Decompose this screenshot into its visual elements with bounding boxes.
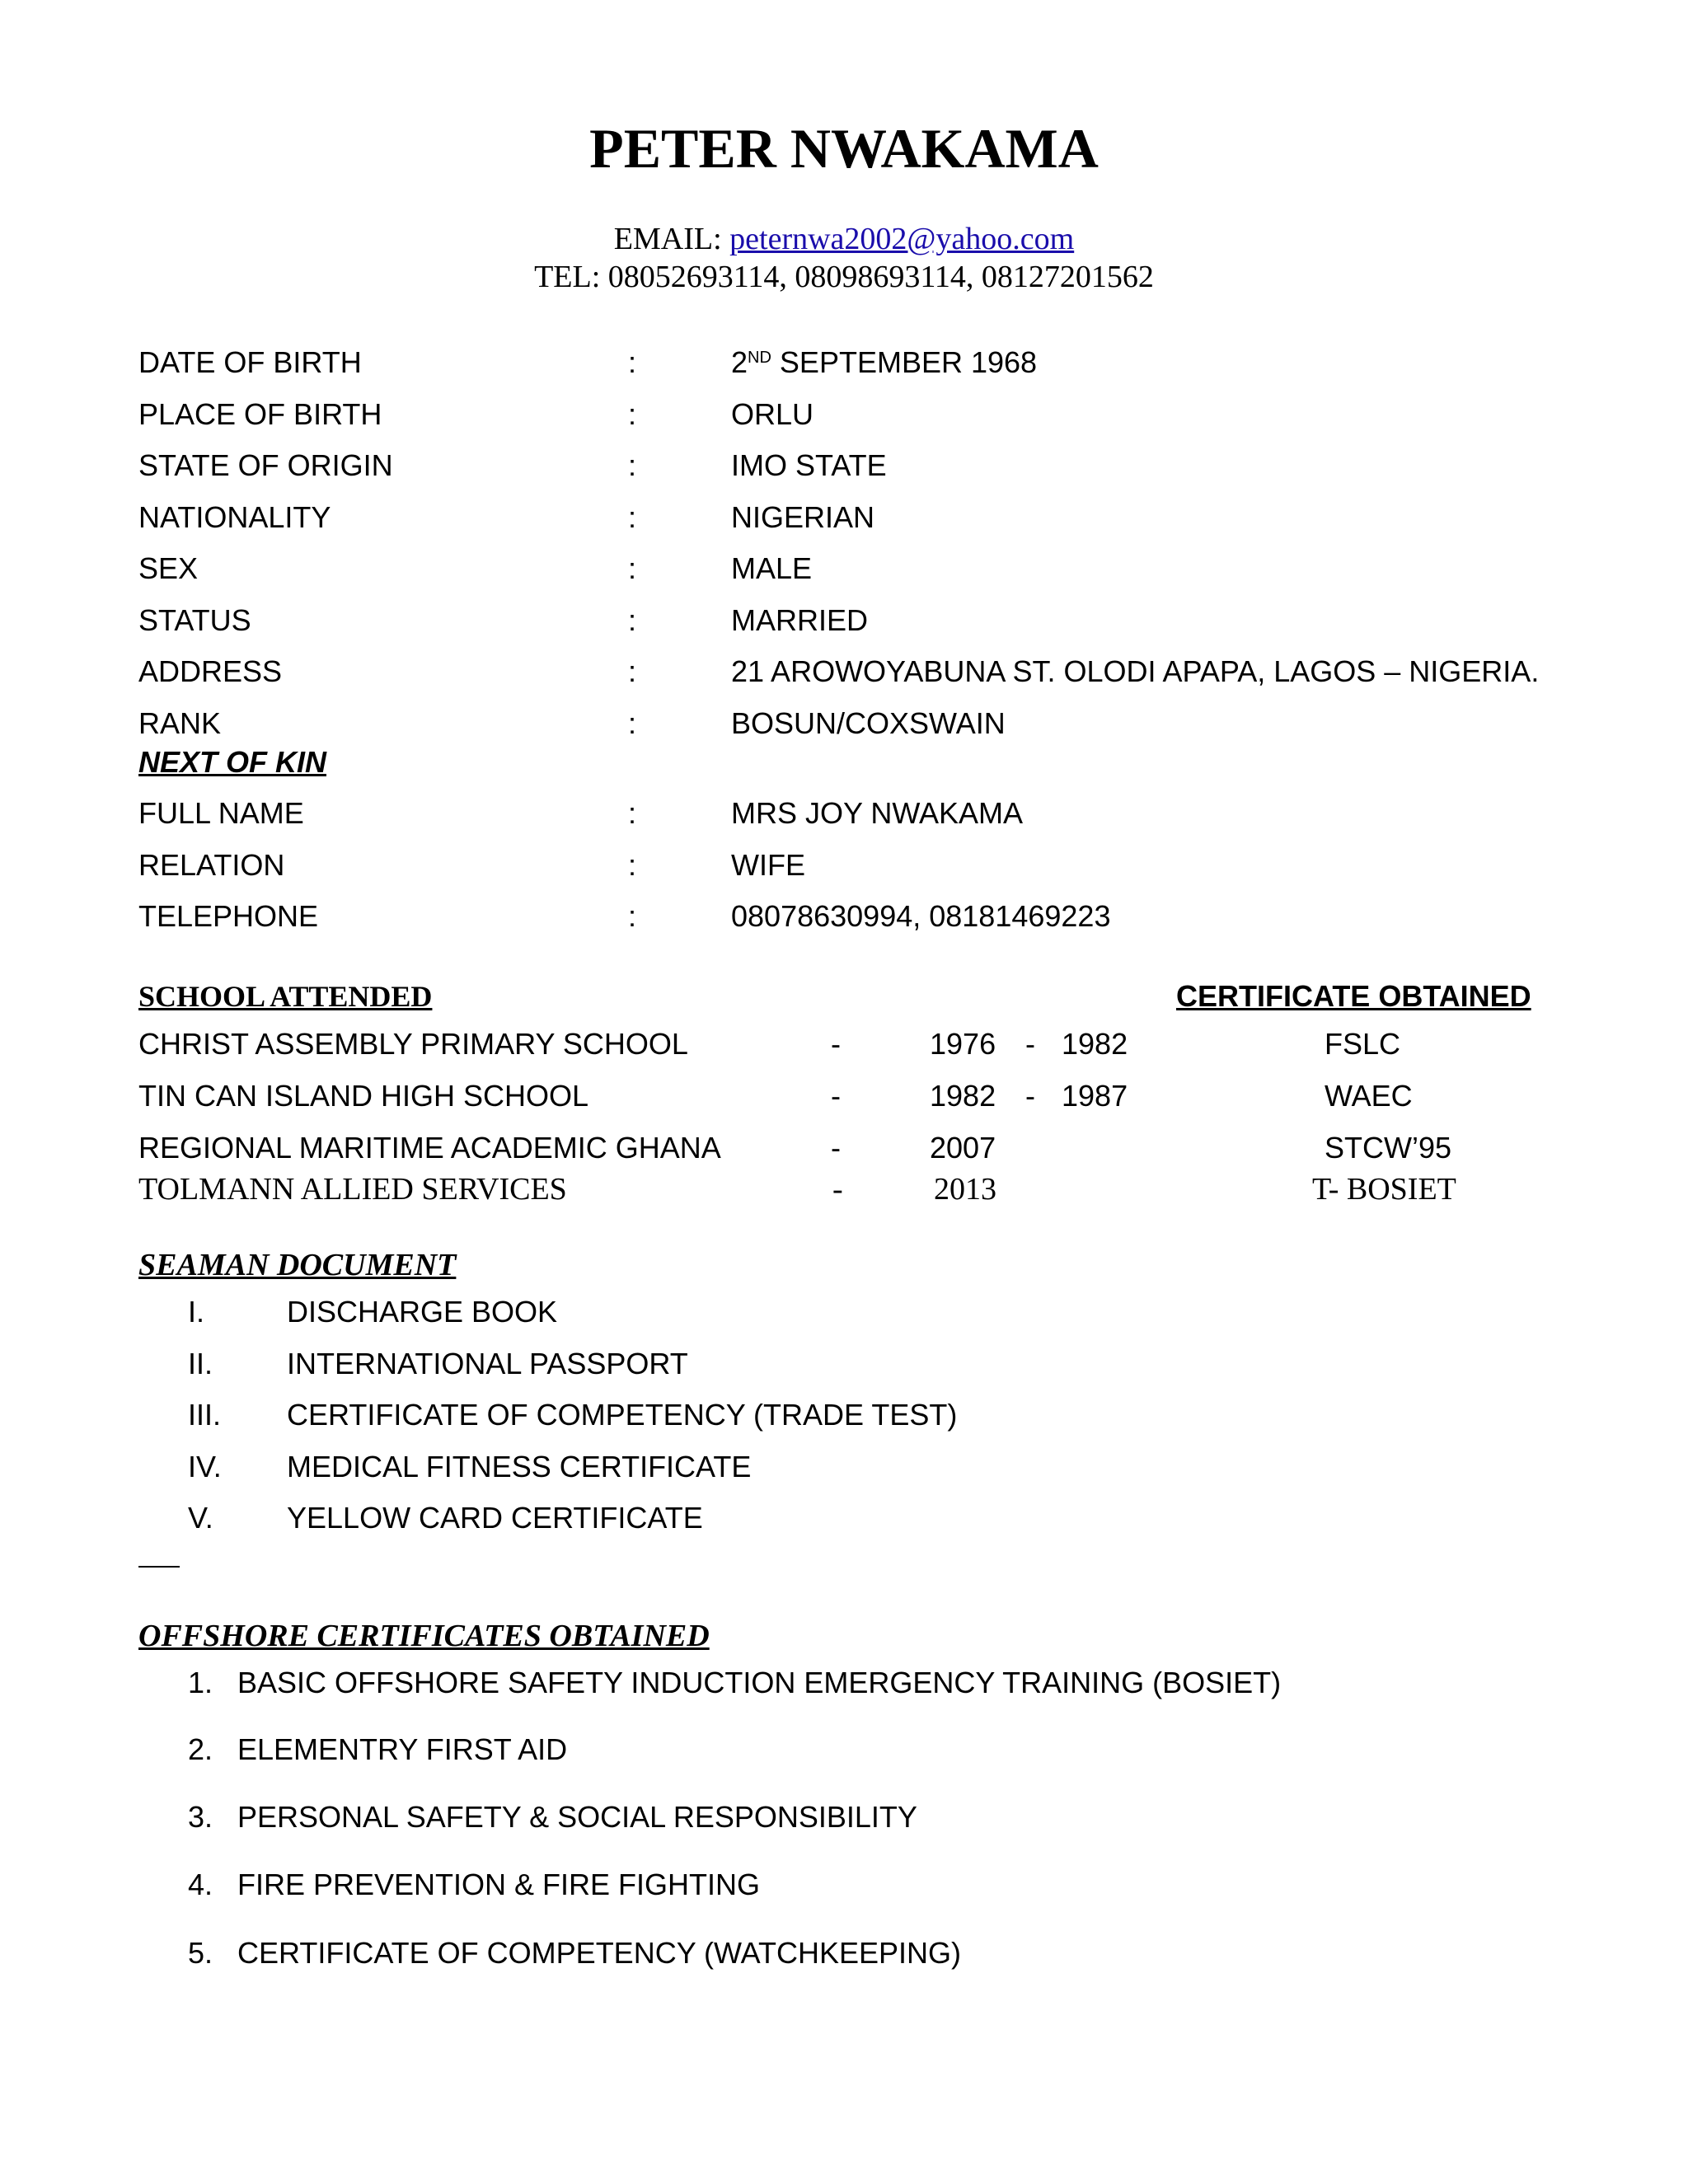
school-name: TIN CAN ISLAND HIGH SCHOOL: [138, 1079, 589, 1113]
field-label: NATIONALITY: [138, 500, 331, 534]
field-label: RELATION: [138, 848, 285, 882]
list-number: 4.: [188, 1868, 213, 1901]
school-name: REGIONAL MARITIME ACADEMIC GHANA: [138, 1131, 721, 1165]
list-item: [0, 1797, 1688, 1838]
personal-row-state-of-origin: [0, 445, 1688, 486]
list-number: 2.: [188, 1732, 213, 1766]
field-value: MALE: [731, 551, 813, 585]
personal-row-rank: [0, 703, 1688, 744]
list-text: MEDICAL FITNESS CERTIFICATE: [287, 1450, 752, 1483]
kin-row-telephone: [0, 896, 1688, 937]
list-text: CERTIFICATE OF COMPETENCY (TRADE TEST): [287, 1398, 958, 1432]
field-label: PLACE OF BIRTH: [138, 397, 382, 431]
field-separator: :: [628, 345, 637, 379]
list-number: V.: [188, 1501, 213, 1535]
list-text: ELEMENTRY FIRST AID: [237, 1732, 568, 1766]
list-number: 1.: [188, 1666, 213, 1699]
next-of-kin-heading: NEXT OF KIN: [138, 745, 327, 779]
telephone-line: TEL: 08052693114, 08098693114, 08127201562: [534, 260, 1154, 294]
field-label: ADDRESS: [138, 654, 283, 688]
field-label: DATE OF BIRTH: [138, 345, 362, 379]
field-value: MARRIED: [731, 603, 869, 637]
list-item: [0, 1343, 1688, 1385]
email-link[interactable]: peternwa2002@yahoo.com: [729, 222, 1075, 256]
list-number: 3.: [188, 1800, 213, 1834]
list-number: III.: [188, 1398, 222, 1432]
field-separator: :: [628, 899, 637, 933]
education-row: [0, 1169, 1688, 1210]
field-label: STATUS: [138, 603, 251, 637]
field-value: 08078630994, 08181469223: [731, 899, 1111, 933]
list-item: [0, 1933, 1688, 1974]
field-separator: :: [628, 796, 637, 830]
year-from: 1976: [930, 1027, 996, 1061]
list-text: FIRE PREVENTION & FIRE FIGHTING: [237, 1868, 761, 1901]
ordinal-suffix: ND: [748, 349, 771, 367]
personal-row-nationality: [0, 497, 1688, 538]
field-separator: :: [628, 654, 637, 688]
list-number: I.: [188, 1295, 205, 1329]
field-label: SEX: [138, 551, 199, 585]
field-label: TELEPHONE: [138, 899, 319, 933]
list-item: [0, 1394, 1688, 1436]
list-text: DISCHARGE BOOK: [287, 1295, 558, 1329]
list-text: INTERNATIONAL PASSPORT: [287, 1347, 688, 1380]
list-item: [0, 1864, 1688, 1905]
list-text: CERTIFICATE OF COMPETENCY (WATCHKEEPING): [237, 1936, 962, 1970]
year-from: 2007: [930, 1131, 996, 1165]
field-value: ORLU: [731, 397, 814, 431]
field-label: STATE OF ORIGIN: [138, 448, 393, 482]
kin-row-relation: [0, 845, 1688, 886]
offshore-certificates-heading: OFFSHORE CERTIFICATES OBTAINED: [138, 1619, 710, 1653]
email-label: EMAIL:: [613, 222, 730, 256]
list-number: II.: [188, 1347, 213, 1380]
email-line: [0, 221, 1688, 257]
list-item: [0, 1497, 1688, 1539]
field-value: IMO STATE: [731, 448, 887, 482]
list-number: IV.: [188, 1450, 222, 1483]
school-attended-heading: SCHOOL ATTENDED: [138, 980, 433, 1013]
field-value: 2ND SEPTEMBER 1968: [731, 345, 1038, 379]
seaman-document-heading: SEAMAN DOCUMENT: [138, 1248, 457, 1282]
list-item: [0, 1291, 1688, 1333]
year-to: 1982: [1062, 1027, 1128, 1061]
list-item: [0, 1662, 1688, 1704]
field-separator: :: [628, 397, 637, 431]
list-text: BASIC OFFSHORE SAFETY INDUCTION EMERGENCY TRAINING (BOSIET): [237, 1666, 1282, 1699]
list-number: 5.: [188, 1936, 213, 1970]
field-value: 21 AROWOYABUNA ST. OLODI APAPA, LAGOS – NIGERIA.: [731, 654, 1540, 688]
year-from: 1982: [930, 1079, 996, 1113]
personal-row-place-of-birth: [0, 394, 1688, 435]
school-separator: -: [831, 1079, 841, 1113]
certificate: FSLC: [1325, 1027, 1401, 1061]
field-value: MRS JOY NWAKAMA: [731, 796, 1024, 830]
resume-name: PETER NWAKAMA: [589, 117, 1099, 180]
field-separator: :: [628, 448, 637, 482]
year-from: 2013: [934, 1172, 996, 1207]
list-item: [0, 1729, 1688, 1770]
personal-row-address: [0, 651, 1688, 692]
field-label: FULL NAME: [138, 796, 304, 830]
certificate-obtained-heading: CERTIFICATE OBTAINED: [1176, 979, 1531, 1013]
personal-row-dob: [0, 342, 1688, 383]
school-name: CHRIST ASSEMBLY PRIMARY SCHOOL: [138, 1027, 688, 1061]
field-label: RANK: [138, 706, 222, 740]
certificate: STCW’95: [1325, 1131, 1452, 1165]
school-name: TOLMANN ALLIED SERVICES: [138, 1172, 567, 1207]
school-separator: -: [832, 1172, 843, 1207]
field-separator: :: [628, 500, 637, 534]
field-separator: :: [628, 706, 637, 740]
list-text: PERSONAL SAFETY & SOCIAL RESPONSIBILITY: [237, 1800, 917, 1834]
education-row: [0, 1024, 1688, 1065]
education-row: [0, 1127, 1688, 1169]
personal-row-sex: [0, 548, 1688, 589]
field-value: BOSUN/COXSWAIN: [731, 706, 1006, 740]
certificate: T- BOSIET: [1312, 1172, 1456, 1207]
list-item: [0, 1446, 1688, 1488]
field-value: NIGERIAN: [731, 500, 875, 534]
school-separator: -: [831, 1131, 841, 1165]
year-dash: -: [1025, 1027, 1035, 1061]
year-to: 1987: [1062, 1079, 1128, 1113]
list-text: YELLOW CARD CERTIFICATE: [287, 1501, 703, 1535]
field-value: WIFE: [731, 848, 805, 882]
field-separator: :: [628, 848, 637, 882]
year-dash: -: [1025, 1079, 1035, 1113]
personal-row-status: [0, 600, 1688, 641]
certificate: WAEC: [1325, 1079, 1413, 1113]
field-separator: :: [628, 551, 637, 585]
short-divider: [138, 1566, 180, 1568]
school-separator: -: [831, 1027, 841, 1061]
kin-row-full-name: [0, 793, 1688, 834]
field-separator: :: [628, 603, 637, 637]
education-row: [0, 1076, 1688, 1117]
